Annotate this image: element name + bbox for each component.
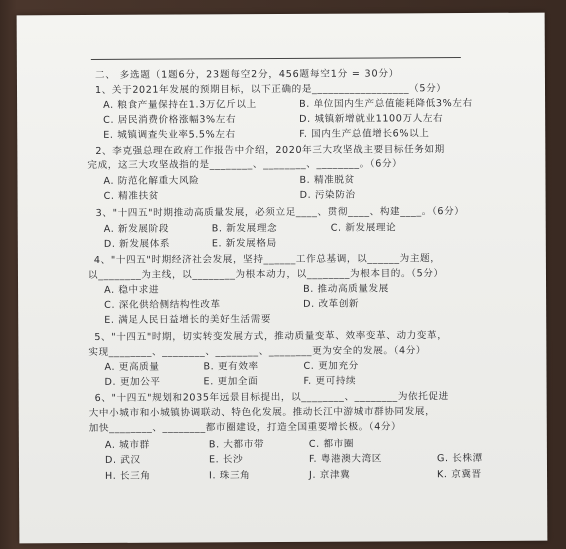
q6-option-b: B. 大都市带: [208, 439, 265, 451]
exam-paper: [17, 13, 548, 544]
q6-option-j: J. 京津冀: [309, 469, 351, 481]
q4-option-b: B. 推动高质量发展: [303, 283, 389, 295]
question-4-stem-line-1: 4、"十四五"时期经济社会发展，坚持______工作总基调，以______为主题，: [93, 253, 441, 266]
q3-option-a: A. 新发展阶段: [103, 223, 170, 235]
q1-option-d: D. 城镇新增就业1100万人左右: [299, 113, 444, 125]
question-5-stem-line-2: 实现________、________、________、________更为安全的发展。（4分）: [88, 345, 427, 359]
q6-option-h: H. 长三角: [105, 470, 151, 482]
q6-option-d: D. 武汉: [104, 454, 141, 466]
q6-option-a: A. 城市群: [104, 439, 150, 451]
q3-option-d: D. 新发展体系: [103, 238, 171, 250]
q4-option-e: E. 满足人民日益增长的美好生活需要: [104, 314, 272, 326]
section-title: 二、 多选题（1题6分，23题每空2分，456题每空1分 = 30分）: [94, 68, 400, 81]
question-4-stem-line-2: 以________为主线，以________为根本动力，以________为根本目的。（5分）: [87, 268, 444, 282]
question-6-stem-line-2: 大中小城市和小城镇协调联动、特色化发展。推动长江中游城市群协同发展，: [88, 406, 436, 420]
q2-option-a: A. 防范化解重大风险: [103, 175, 200, 187]
q6-option-f: F. 粤港澳大湾区: [308, 453, 383, 465]
header-rule: [91, 57, 461, 60]
question-1-stem: 1、关于2021年发展的预期目标，以下正确的是__________________（5分）: [94, 83, 447, 96]
q2-option-b: B. 精准脱贫: [299, 174, 355, 186]
q1-option-f: F. 国内生产总值增长6%以上: [299, 128, 430, 140]
q2-option-d: D. 污染防治: [299, 189, 356, 201]
q5-option-a: A. 更高质量: [104, 361, 160, 373]
q4-option-d: D. 改革创新: [303, 298, 360, 310]
q1-option-a: A. 粮食产量保持在1.3万亿斤以上: [103, 99, 257, 111]
q6-option-g: G. 长株潭: [436, 452, 483, 465]
q1-option-e: E. 城镇调查失业率5.5%左右: [103, 129, 236, 141]
q6-option-e: E. 长沙: [208, 454, 244, 466]
q2-option-c: C. 精准扶贫: [103, 190, 159, 202]
question-2-stem-line-2: 完成，这三大攻坚战指的是________、________、________。（6分）: [87, 158, 403, 172]
q4-option-c: C. 深化供给侧结构性改革: [104, 299, 221, 311]
q5-option-e: E. 更加全面: [203, 376, 259, 388]
q5-option-c: C. 更加充分: [303, 360, 359, 372]
q4-option-a: A. 稳中求进: [104, 284, 160, 296]
q1-option-c: C. 居民消费价格涨幅3%左右: [103, 114, 237, 126]
q3-option-e: E. 新发展格局: [211, 238, 277, 250]
q3-option-c: C. 新发展理论: [330, 222, 397, 234]
q6-option-c: C. 都市圈: [308, 438, 355, 450]
question-5-stem-line-1: 5、"十四五"时期，切实转变发展方式，推动质量变革、效率变革、动力变革，: [94, 330, 448, 343]
q5-option-d: D. 更加公平: [104, 376, 161, 388]
question-6-stem-line-1: 6、"十四五"规划和2035年远景目标提出，以________、________为依托促进: [94, 391, 449, 404]
q6-option-i: I. 珠三角: [209, 470, 251, 482]
question-3-stem: 3、"十四五"时期推动高质量发展，必须立足____、贯彻____、构建____。（6分）: [95, 206, 465, 219]
question-6-stem-line-3: 加快________、________都市圈建设，打造全国重要增长极。（4分）: [88, 421, 402, 435]
question-2-stem-line-1: 2、李克强总理在政府工作报告中介绍，2020年三大攻坚战主要目标任务如期: [95, 144, 445, 157]
q5-option-b: B. 更有效率: [203, 361, 259, 373]
q6-option-k: K. 京冀晋: [437, 468, 482, 481]
q3-option-b: B. 新发展理念: [211, 223, 278, 235]
q5-option-f: F. 更可持续: [303, 375, 357, 387]
q1-option-b: B. 单位国内生产总值能耗降低3%左右: [299, 97, 473, 110]
